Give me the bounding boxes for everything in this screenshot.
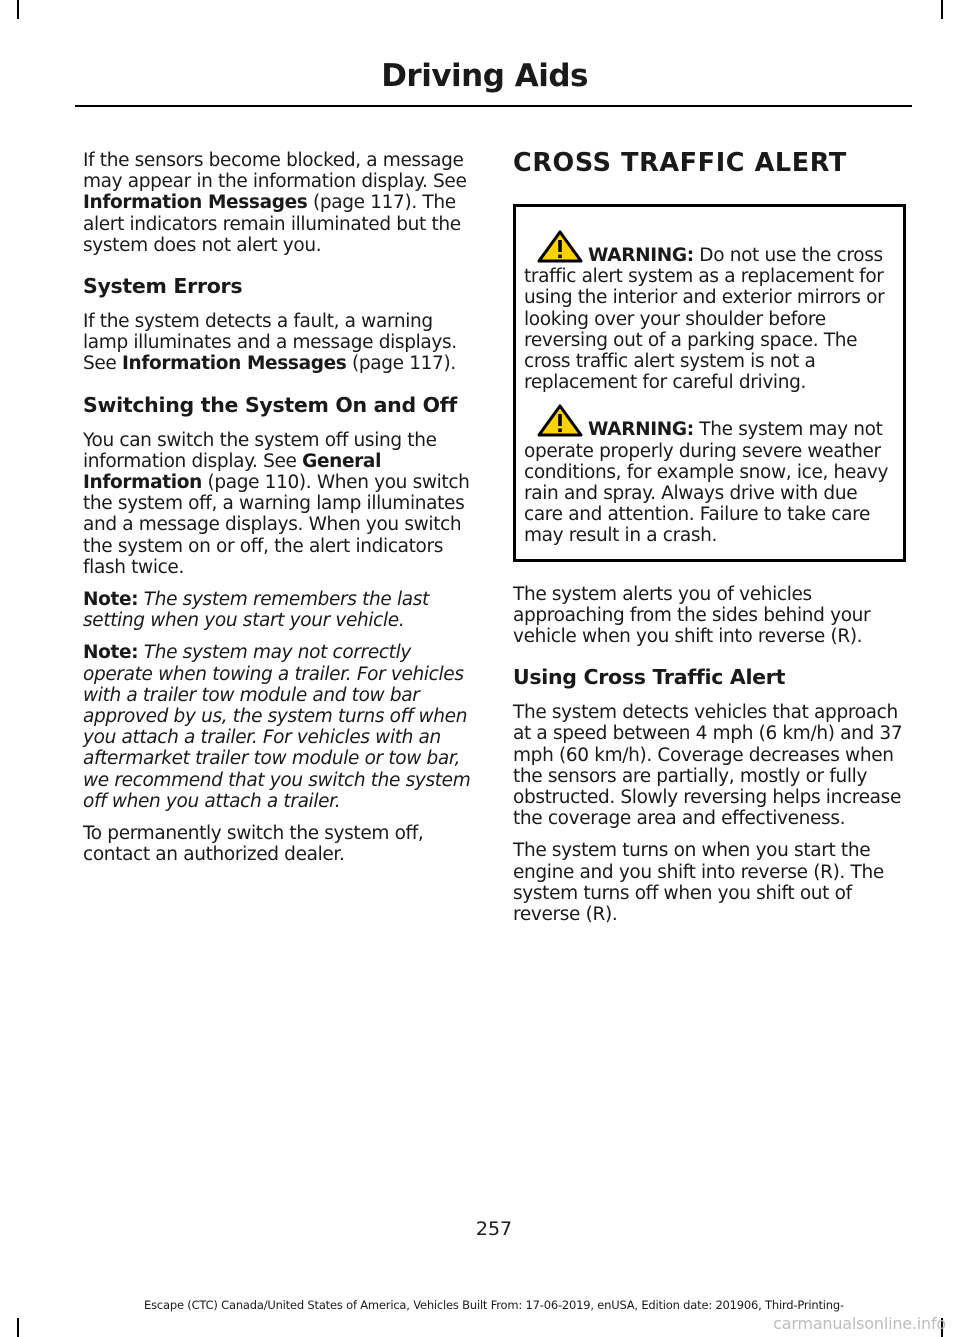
switching-paragraph: You can switch the system off using the information display. See General Information (page 110). When you switch the system off, a warning lamp illuminates and a message displays. When you switch the system on or off, the alert indicators flash twice. <box>83 429 470 578</box>
note-label: Note: <box>83 589 139 611</box>
information-messages-link[interactable]: Information Messages <box>83 192 308 214</box>
cross-traffic-alert-heading: CROSS TRAFFIC ALERT <box>513 148 847 178</box>
general-information-link[interactable]: General Information <box>83 450 382 494</box>
warning-label: WARNING: <box>588 245 694 266</box>
page-title: Driving Aids <box>381 58 588 94</box>
header-divider <box>75 105 912 107</box>
using-cross-traffic-alert-heading: Using Cross Traffic Alert <box>513 665 786 690</box>
warning-box <box>513 204 906 562</box>
turns-on-paragraph: The system turns on when you start the engine and you shift into reverse (R). The system turns off when you shift out of reverse (R). <box>513 840 884 926</box>
switching-heading: Switching the System On and Off <box>83 392 458 417</box>
system-alerts-paragraph: The system alerts you of vehicles approaching from the sides behind your vehicle when you shift into reverse (R). <box>513 583 871 648</box>
note-trailer: Note: The system may not correctly operate when towing a trailer. For vehicles with a trailer tow module and tow bar approved by us, the system turns off when you attach a trailer. For vehicles with an aftermarket trailer tow module or tow bar, we recommend that you switch the system off when you attach a trailer. <box>83 642 471 812</box>
detection-paragraph: The system detects vehicles that approach at a speed between 4 mph (6 km/h) and 37 mph (60 km/h). Coverage decreases when the sensors are partially, mostly or fully obstructed. Slowly reversing helps increase the coverage area and effectiveness. <box>513 702 903 830</box>
permanent-off-paragraph: To permanently switch the system off, contact an authorized dealer. <box>83 823 424 866</box>
crop-mark-top-right <box>941 0 943 19</box>
blocked-sensors-paragraph: If the sensors become blocked, a message may appear in the information display. See Information Messages (page 117). The alert indicators remain illuminated but the system does not alert you. <box>83 150 467 256</box>
system-errors-paragraph: If the system detects a fault, a warning lamp illuminates and a message displays. See Information Messages (page 117). <box>83 311 457 375</box>
right-column <box>513 148 906 936</box>
warning-triangle-icon <box>537 404 583 437</box>
note-label: Note: <box>83 642 139 664</box>
warning-weather: WARNING: The system may not operate properly during severe weather conditions, for example snow, ice, heavy rain and spray. Always drive with due care and attention. Failure to take care may result in a crash. <box>524 404 895 546</box>
information-messages-link[interactable]: Information Messages <box>122 353 347 375</box>
footer-edition-info: Escape (CTC) Canada/United States of America, Vehicles Built From: 17-06-2019, enUSA, Edition date: 201906, Third-Printing- <box>144 1298 844 1312</box>
crop-mark-top-left <box>17 0 19 19</box>
page-number: 257 <box>475 1218 513 1240</box>
system-errors-heading: System Errors <box>83 274 243 299</box>
warning-triangle-icon <box>537 230 583 263</box>
warning-label: WARNING: <box>588 419 694 441</box>
watermark: carmanualsonline.info <box>773 1314 946 1333</box>
left-column <box>83 150 475 876</box>
note-remembers-setting: Note: The system remembers the last setting when you start your vehicle. <box>83 589 429 632</box>
warning-mirrors: WARNING: Do not use the cross traffic alert system as a replacement for using the interior and exterior mirrors or looking over your shoulder before reversing out of a parking space. The cross traffic alert system is not a replacement for careful driving. <box>524 230 895 393</box>
crop-mark-bottom-left <box>17 1318 19 1337</box>
